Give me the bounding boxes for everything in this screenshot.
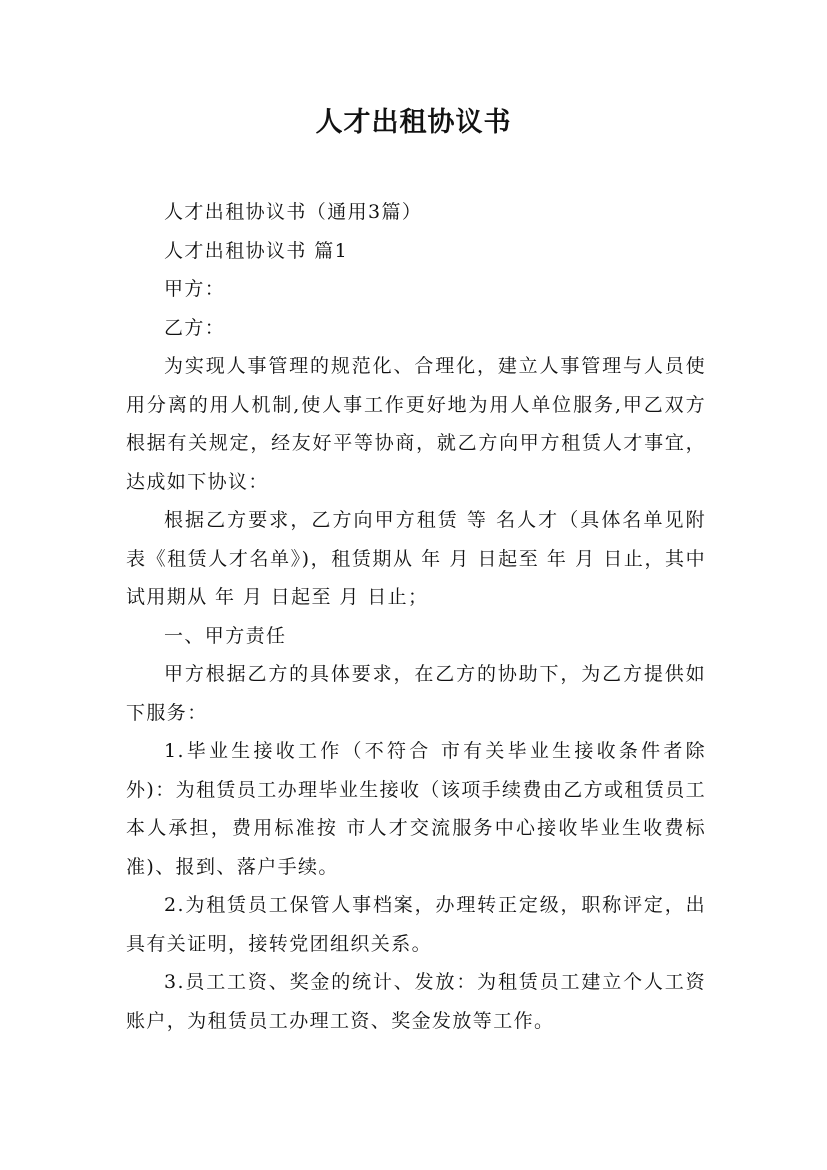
lease-term-paragraph: 根据乙方要求，乙方向甲方租赁 等 名人才（具体名单见附表《租赁人才名单》)，租赁期从 年 月 日起至 年 月 日止，其中试用期从 年 月 日起至 月 日止； <box>126 509 706 608</box>
party-a-line: 甲方： <box>164 278 226 300</box>
document-body <box>126 193 706 1040</box>
clause-item-3: 3.员工工资、奖金的统计、发放：为租赁员工建立个人工资账户，为租赁员工办理工资、奖金发放等工作。 <box>126 971 706 1032</box>
party-b-line: 乙方： <box>164 316 226 339</box>
clause-heading: 一、甲方责任 <box>164 624 287 647</box>
clause-paragraph: 甲方根据乙方的具体要求，在乙方的协助下，为乙方提供如下服务： <box>126 663 706 724</box>
section-heading: 人才出租协议书 篇1 <box>164 239 349 262</box>
document-title: 人才出租协议书 <box>315 107 512 138</box>
clause-item-1: 1.毕业生接收工作（不符合 市有关毕业生接收条件者除外)：为租赁员工办理毕业生接收（该项手续费由乙方或租赁员工本人承担，费用标准按 市人才交流服务中心接收毕业生收费标准)、报到、落户手续。 <box>126 740 707 878</box>
clause-item-2: 2.为租赁员工保管人事档案，办理转正定级，职称评定，出具有关证明，接转党团组织关系。 <box>126 894 706 955</box>
preamble-paragraph: 为实现人事管理的规范化、合理化，建立人事管理与人员使用分离的用人机制,使人事工作更好地为用人单位服务,甲乙双方根据有关规定，经友好平等协商，就乙方向甲方租赁人才事宜，达成如下协议： <box>126 355 706 493</box>
subtitle-line: 人才出租协议书（通用3篇） <box>164 201 423 223</box>
